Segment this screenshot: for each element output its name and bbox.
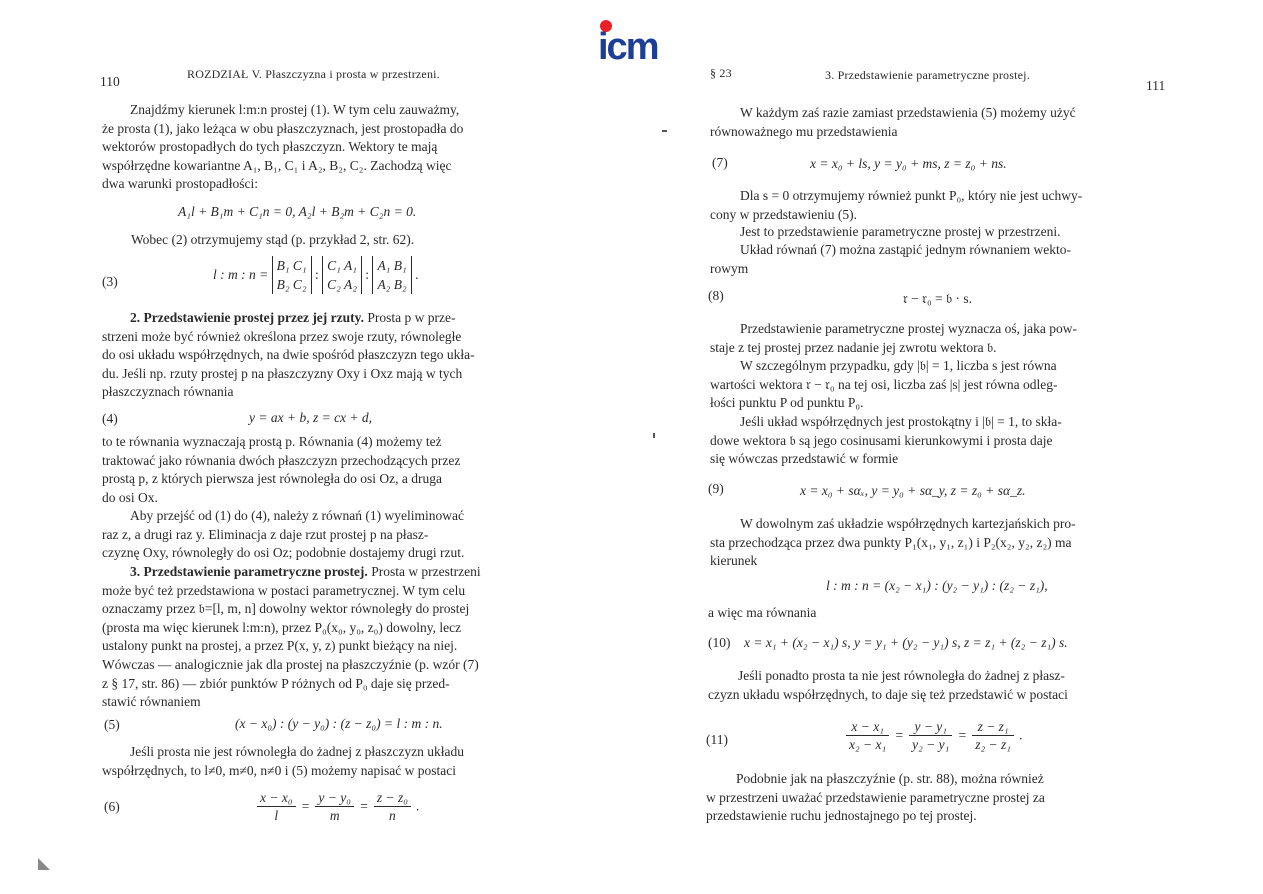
right-running-head: 3. Przedstawienie parametryczne prostej. xyxy=(825,68,1030,82)
right-paragraph-10: Jeśli ponadto prosta ta nie jest równoległa do żadnej z płasz- czyzn układu współrzędnych, to daje się też przedstawić w postaci xyxy=(708,668,1068,702)
scan-mark xyxy=(662,130,667,132)
icm-logo xyxy=(597,19,675,63)
equation-number-7: (7) xyxy=(712,155,728,170)
equation-number-11: (11) xyxy=(706,732,728,747)
equation-9: x = x₀ + sαₓ, y = y₀ + sα_y, z = z₀ + sα_z. xyxy=(800,483,1026,498)
left-page-number: 110 xyxy=(100,74,120,89)
right-paragraph-11: Podobnie jak na płaszczyźnie (p. str. 88), można również w przestrzeni uważać przedstawienie parametryczne prostej za przedstawienie ruchu jednostajnego po tej prostej. xyxy=(706,771,1045,824)
right-paragraph-7: Jeśli układ współrzędnych jest prostokątny i |𝔟| = 1, to skła- dowe wektora 𝔟 są jego cosinusami kierunkowymi i prosta daje się wówczas przedstawić w formie xyxy=(710,414,1062,467)
right-page-number: 111 xyxy=(1146,78,1166,93)
eq11-fraction-y: $\frac{\text{y − y₁}}{\text{y₂ − y₁}}$ xyxy=(909,718,952,753)
equation-number-3: (3) xyxy=(102,274,118,289)
right-paragraph-4: Układ równań (7) można zastąpić jednym równaniem wekto- rowym xyxy=(710,242,1072,276)
section-2-title: 2. Przedstawienie prostej przez jej rzuty. xyxy=(130,310,365,325)
left-paragraph-5: Aby przejść od (1) do (4), należy z równań (1) wyeliminować raz z, a drugi raz y. Eliminacja z daje rzut prostej p na płasz- czyznę Oxy, równoległy do osi Oz; podobnie dostajemy drugi rzut. xyxy=(102,508,465,561)
logo-text: icm xyxy=(598,26,658,63)
section-3-title: 3. Przedstawienie parametryczne prostej. xyxy=(130,564,368,579)
right-definition-line: Jest to przedstawienie parametryczne prostej w przestrzeni. xyxy=(740,224,1061,239)
perpendicularity-equations: A₁l + B₁m + C₁n = 0, A₂l + B₂m + C₂n = 0. xyxy=(178,204,417,219)
eq3-determinant-3: A₁ B₁ A₂ B₂ xyxy=(372,256,411,294)
equation-7: x = x₀ + ls, y = y₀ + ms, z = z₀ + ns. xyxy=(810,156,1007,171)
equation-5: (x − x₀) : (y − y₀) : (z − z₀) = l : m : n. xyxy=(235,716,443,731)
right-paragraph-5: Przedstawienie parametryczne prostej wyznacza oś, jaka pow- staje z tej prostej przez nadanie jej zwrotu wektora 𝔟. xyxy=(710,321,1077,355)
eq3-determinant-2: C₁ A₁ C₂ A₂ xyxy=(322,256,362,294)
equation-11: $\frac{\text{x − x₁}}{\text{x₂ − x₁}}$ = $\frac{\text{y − y₁}}{\text{y₂ − y₁}}$ = $\frac{\text{z − z₁}}{\text{z₂ − z₁}}$ . xyxy=(844,718,1023,753)
left-wobec-line: Wobec (2) otrzymujemy stąd (p. przykład 2, str. 62). xyxy=(131,232,415,247)
left-paragraph-6: Jeśli prosta nie jest równoległa do żadnej z płaszczyzn układu współrzędnych, to l≠0, m≠0, n≠0 i (5) możemy napisać w postaci xyxy=(102,744,465,778)
eq3-determinant-1: B₁ C₁ B₂ C₂ xyxy=(272,256,312,294)
eq6-fraction-z: $\frac{\text{z − z₀}}{n}$ xyxy=(374,789,411,824)
direction-equation: l : m : n = (x₂ − x₁) : (y₂ − y₁) : (z₂ − z₁), xyxy=(826,578,1048,593)
right-paragraph-1: W każdym zaś razie zamiast przedstawienia (5) możemy użyć równoważnego mu przedstawienia xyxy=(710,105,1076,139)
left-running-head: ROZDZIAŁ V. Płaszczyzna i prosta w przestrzeni. xyxy=(187,67,440,81)
left-paragraph-4: to te równania wyznaczają prostą p. Równania (4) możemy też traktować jako równania dwóch płaszczyzn przechodzących przez prostą p, z których pierwsza jest równoległa do osi Oz, a druga do osi Ox. xyxy=(102,434,461,505)
equation-number-6: (6) xyxy=(104,799,120,814)
equation-10: x = x₁ + (x₂ − x₁) s, y = y₁ + (y₂ − y₁) s, z = z₁ + (z₂ − z₁) s. xyxy=(744,635,1068,650)
left-paragraph-1: Znajdźmy kierunek l:m:n prostej (1). W tym celu zauważmy, że prosta (1), jako leżąca w obu płaszczyznach, jest prostopadła do wektorów prostopadłych do tych płaszczyzn. Wektory te mają współrzędne kowariantne A₁, B₁, C₁ i A₂, B₂, C₂. Zachodzą więc dwa warunki prostopadłości: xyxy=(102,102,464,192)
left-section-3: 3. Przedstawienie parametryczne prostej. Prosta w przestrzeni może być też przedstawiona w postaci parametrycznej. W tym celu oznaczamy przez 𝔟=[l, m, n] dowolny wektor równoległy do prostej (prosta ma więc kierunek l:m:n), przez P₀(x₀, y₀, z₀) dowolny, lecz ustalony punkt na prostej, a przez P(x, y, z) punkt bieżący na niej. Wówczas — analogicznie jak dla prostej na płaszczyźnie (p. wzór (7) z § 17, str. 86) — zbiór punktów P różnych od P₀ daje się przed- stawić równaniem xyxy=(102,564,481,710)
right-paragraph-6: W szczególnym przypadku, gdy |𝔟| = 1, liczba s jest równa wartości wektora 𝔯 − 𝔯₀ na tej osi, liczba zaś |s| jest równa odleg- łości punktu P od punktu P₀. xyxy=(710,358,1058,411)
equation-6: $\frac{\text{x − x₀}}{l}$ = $\frac{\text{y − y₀}}{m}$ = $\frac{\text{z − z₀}}{n}$ . xyxy=(255,789,420,824)
scan-mark xyxy=(653,433,655,438)
eq11-fraction-z: $\frac{\text{z − z₁}}{\text{z₂ − z₁}}$ xyxy=(972,718,1014,753)
equation-number-10: (10) xyxy=(708,635,731,650)
eq6-fraction-x: $\frac{\text{x − x₀}}{l}$ xyxy=(257,789,296,824)
equation-number-5: (5) xyxy=(104,717,120,732)
right-paragraph-8: W dowolnym zaś układzie współrzędnych kartezjańskich pro- sta przechodząca przez dwa punkty P₁(x₁, y₁, z₁) i P₂(x₂, y₂, z₂) ma kierunek xyxy=(710,516,1076,569)
equation-8: 𝔯 − 𝔯₀ = 𝔟 · s. xyxy=(903,291,973,306)
equation-number-9: (9) xyxy=(708,481,724,496)
right-paragraph-9: a więc ma równania xyxy=(708,605,817,620)
corner-mark xyxy=(38,858,50,870)
eq6-fraction-y: $\frac{\text{y − y₀}}{m}$ xyxy=(315,789,354,824)
equation-number-4: (4) xyxy=(102,411,118,426)
equation-4: y = ax + b, z = cx + d, xyxy=(249,410,373,425)
left-section-2: 2. Przedstawienie prostej przez jej rzuty. Prosta p w prze- strzeni może być również określona przez swoje rzuty, równoległe do osi układu współrzędnych, na dwie spośród płaszczyzn tego ukła- du. Jeśli np. rzuty prostej p na płaszczyzny Oxy i Oxz mają w tych płaszczyznach równania xyxy=(102,310,475,400)
equation-number-8: (8) xyxy=(708,288,724,303)
right-paragraph-2: Dla s = 0 otrzymujemy również punkt P₀, który nie jest uchwy- cony w przedstawieniu (5). xyxy=(710,188,1083,222)
equation-3: l : m : n = B₁ C₁ B₂ C₂ : C₁ A₁ C₂ A₂ : A₁ B₁ A₂ B₂ . xyxy=(213,258,419,292)
eq3-lhs: l : m : n = xyxy=(213,267,269,282)
right-section-mark: § 23 xyxy=(710,66,732,80)
eq11-fraction-x: $\frac{\text{x − x₁}}{\text{x₂ − x₁}}$ xyxy=(846,718,889,753)
